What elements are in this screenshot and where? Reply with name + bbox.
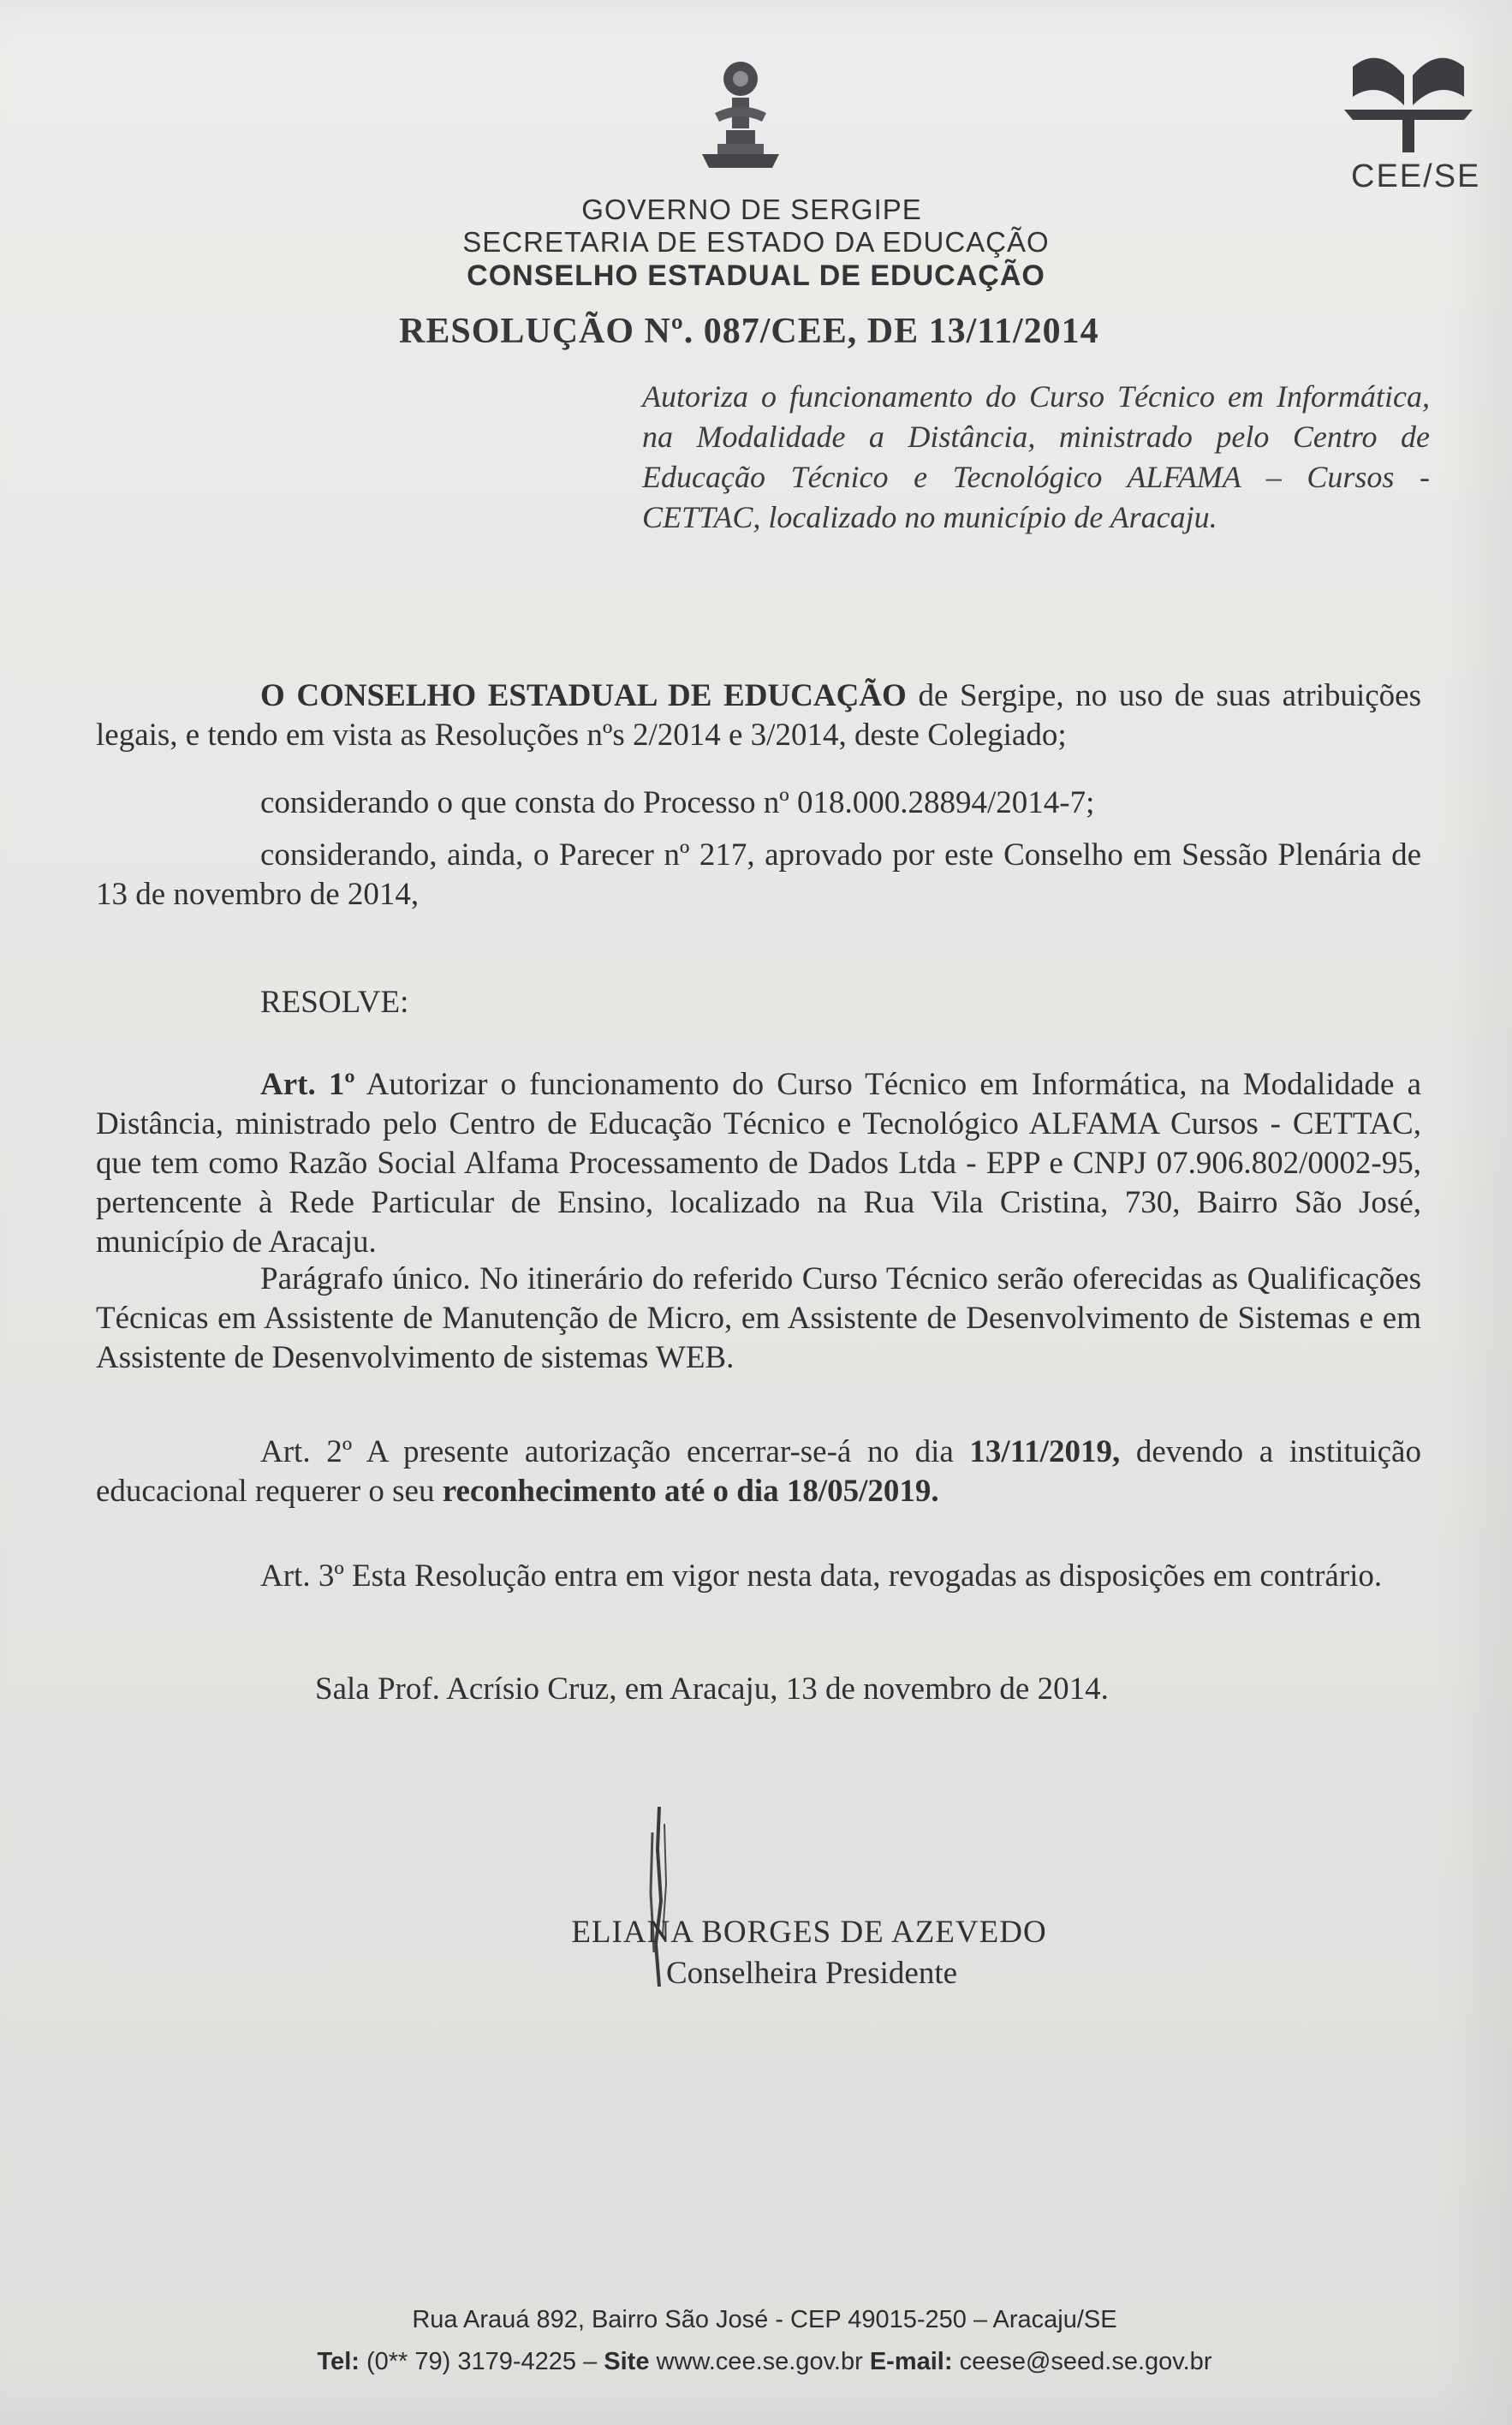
article-2-end-date: 13/11/2019, [969,1434,1121,1469]
site-label: Site [604,2348,650,2375]
resolve-heading: RESOLVE: [260,985,409,1020]
article-2 [96,1433,1421,1511]
tel-label: Tel: [317,2348,360,2375]
footer-address: Rua Arauá 892, Bairro São José - CEP 49015-250 – Aracaju/SE [412,2306,1117,2333]
state-seal-icon [693,53,788,182]
article-1-text: Autorizar o funcionamento do Curso Técnico em Informática, na Modalidade a Distância, ministrado pelo Centro de Educação Técnico e Tecnológico ALFAMA Cursos - CETTAC, que tem como Razão Social Alfama Processamento de Dados Ltda - EPP e CNPJ 07.906.802/0002-95, pertencente à Rede Particular de Ensino, localizado na Rua Vila Cristina, 730, Bairro São José, município de Aracaju. [96,1067,1421,1260]
header-council: CONSELHO ESTADUAL DE EDUCAÇÃO [467,259,1045,292]
resolution-title: RESOLUÇÃO Nº. 087/CEE, DE 13/11/2014 [399,312,1099,351]
considering-process: considerando o que consta do Processo nº 018.000.28894/2014-7; [260,785,1095,820]
cee-se-logo-label: CEE/SE [1351,158,1481,194]
preamble-text: de Sergipe, no uso de suas atribuições legais, e tendo em vista as Resoluções nºs 2/2014 e 3/2014, deste Colegiado; [96,678,1421,753]
article-1 [96,1065,1421,1262]
tel-number: (0** 79) 3179-4225 – [359,2348,604,2375]
preamble-paragraph [96,676,1421,755]
email-label: E-mail: [869,2348,953,2375]
footer-contacts [9,2348,1512,2376]
place-date: Sala Prof. Acrísio Cruz, em Aracaju, 13 de novembro de 2014. [315,1671,1109,1707]
article-3: Art. 3º Esta Resolução entra em vigor nesta data, revogadas as disposições em contrário. [260,1558,1383,1594]
article-2-text-b: devendo a instituição educacional requerer o seu [96,1434,1421,1509]
header-secretariat: SECRETARIA DE ESTADO DA EDUCAÇÃO [462,226,1050,258]
considering-opinion: considerando, ainda, o Parecer nº 217, aprovado por este Conselho em Sessão Plenária de 13 de novembro de 2014, [96,837,1421,912]
article-2-text-a: Art. 2º A presente autorização encerrar-se-á no dia [260,1434,970,1469]
council-name: O CONSELHO ESTADUAL DE EDUCAÇÃO [260,678,907,713]
article-1-label: Art. 1º [260,1067,355,1102]
signer-name: ELIANA BORGES DE AZEVEDO [571,1915,1047,1950]
header-government: GOVERNO DE SERGIPE [581,194,922,225]
site-url[interactable]: www.cee.se.gov.br [649,2348,870,2375]
article-2-recognition-date: reconhecimento até o dia 18/05/2019. [442,1474,939,1509]
resolution-ementa: Autoriza o funcionamento do Curso Técnico em Informática, na Modalidade a Distância, ministrado pelo Centro de Educação Técnico e Tecnológico ALFAMA – Cursos - CETTAC, localizado no município de Aracaju. [642,379,1430,534]
email-address[interactable]: ceese@seed.se.gov.br [952,2348,1212,2375]
signer-role: Conselheira Presidente [665,1956,958,1991]
paragrafo-unico: Parágrafo único. No itinerário do referido Curso Técnico serão oferecidas as Qualificações Técnicas em Assistente de Manutenção de Micro, em Assistente de Desenvolvimento de Sistemas e em Assistente de Desenvolvimento de sistemas WEB. [96,1261,1421,1375]
